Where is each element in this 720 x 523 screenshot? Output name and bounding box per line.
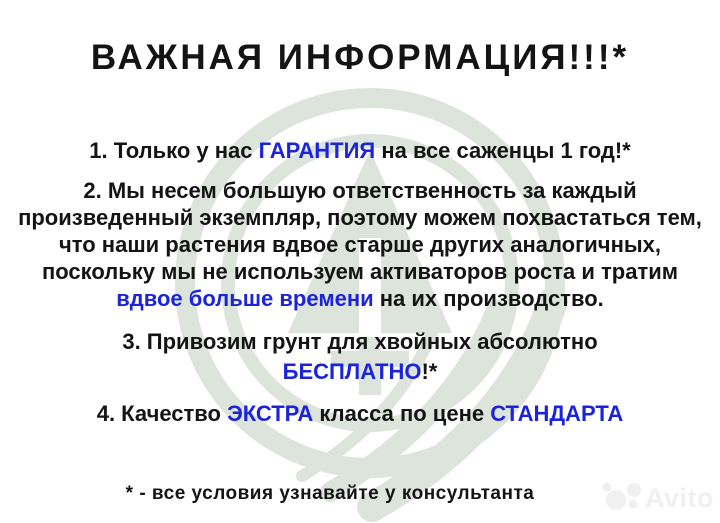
- point-text: поскольку мы не используем активаторов роста и тратим: [41, 259, 679, 284]
- highlighted-text: ГАРАНТИЯ: [258, 138, 376, 163]
- point-text: 4. Качество: [96, 401, 228, 426]
- highlighted-text: ЭКСТРА: [227, 401, 314, 426]
- footnote: * - все условия узнавайте у консультанта: [125, 483, 535, 504]
- point-text: произведенный экземпляр, поэтому можем похвастаться тем,: [18, 205, 702, 230]
- point-text: !*: [421, 359, 438, 384]
- avito-logo-icon: [596, 479, 644, 517]
- point-4: [0, 400, 720, 427]
- highlighted-text: СТАНДАРТА: [490, 401, 624, 426]
- page-title: ВАЖНАЯ ИНФОРМАЦИЯ!!!*: [90, 38, 630, 77]
- highlighted-text: вдвое больше времени: [116, 286, 374, 311]
- avito-watermark-label: Avito: [645, 483, 714, 513]
- point-text: 2. Мы несем большую ответственность за каждый: [83, 178, 637, 203]
- point-text: что наши растения вдвое старше других аналогичных,: [58, 232, 661, 257]
- point-text: 1. Только у нас: [89, 138, 259, 163]
- highlighted-text: БЕСПЛАТНО: [282, 359, 422, 384]
- point-text: 3. Привозим грунт для хвойных абсолютно: [122, 329, 598, 354]
- point-text: на все саженцы 1 год!*: [375, 138, 631, 163]
- point-text: на их производство.: [373, 286, 604, 311]
- point-text: класса по цене: [313, 401, 491, 426]
- point-1: [0, 137, 720, 164]
- avito-watermark: [596, 479, 714, 517]
- point-2: [0, 177, 720, 312]
- point-3: [0, 327, 720, 387]
